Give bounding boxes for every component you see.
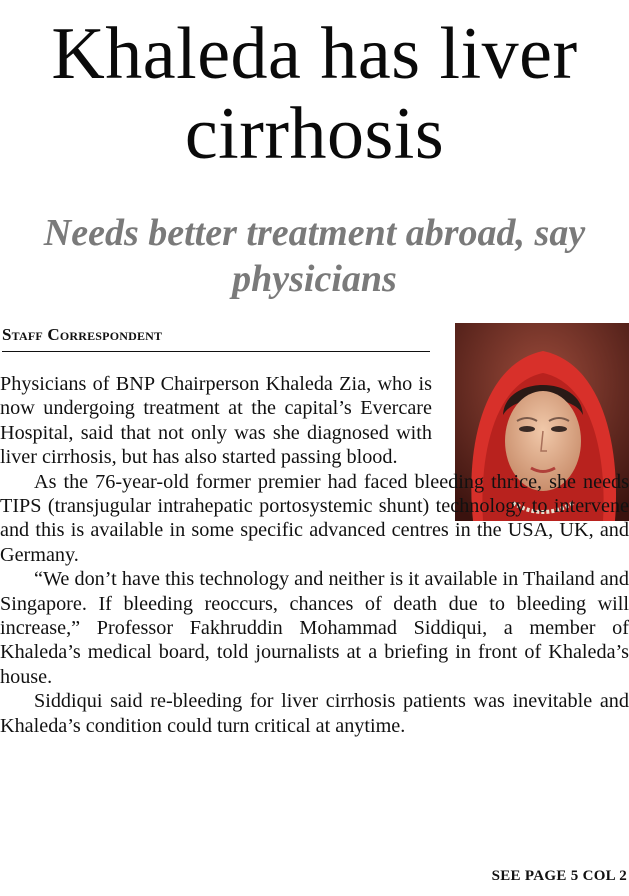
headline: Khaleda has liver cirrhosis (51, 13, 578, 175)
byline: Staff Correspondent (2, 325, 430, 352)
jump-line[interactable]: SEE PAGE 5 COL 2 (491, 868, 627, 884)
paragraph-4: Siddiqui said re-bleeding for liver cirrhosis patients was inevitable and Khaleda’s condition could turn critical at anytime. (0, 690, 629, 737)
paragraph-3: “We don’t have this technology and neither is it available in Thailand and Singapore. If bleeding reoccurs, chances of death due to bleeding will increase,” Professor Fakhruddin Mohammad Siddiqui, a member of Khaleda’s medical board, told journalists at a briefing in front of Khaleda’s house. (0, 568, 629, 688)
deck-subheadline: Needs better treatment abroad, say physicians (43, 212, 586, 300)
paragraph-1: Physicians of BNP Chairperson Khaleda Zia, who is now undergoing treatment at the capital’s Evercare Hospital, said that not only was she diagnosed with liver cirrhosis, but has also started passing blood. (0, 373, 432, 469)
paragraph-2: As the 76-year-old former premier had faced bleeding thrice, she needs TIPS (transjugular intrahepatic portosystemic shunt) technology to intervene and this is available in some specific advanced centres in the USA, UK, and Germany. (0, 470, 629, 566)
article-body (0, 372, 629, 738)
